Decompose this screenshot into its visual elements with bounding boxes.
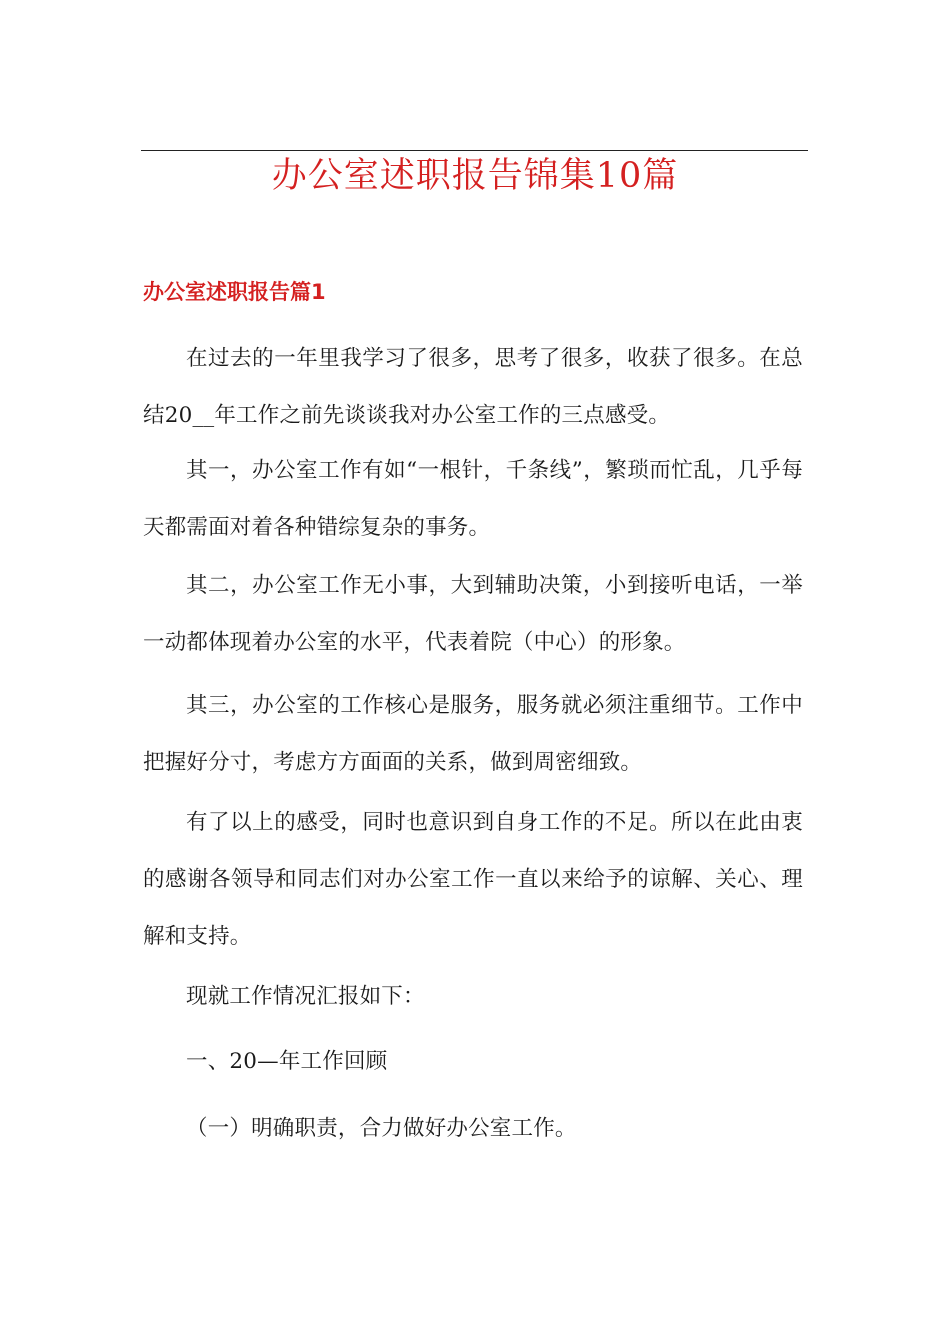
paragraph-1: 在过去的一年里我学习了很多，思考了很多，收获了很多。在总结20__年工作之前先谈谈我对办公室工作的三点感受。 [143,346,803,428]
paragraph-6: 现就工作情况汇报如下： [186,984,425,1009]
section-heading: 办公室述职报告篇1 [143,280,326,304]
paragraph-5: 有了以上的感受，同时也意识到自身工作的不足。所以在此由衷的感谢各领导和同志们对办公室工作一直以来给予的谅解、关心、理解和支持。 [143,810,803,949]
paragraph-7: 一、20—年工作回顾 [186,1049,388,1074]
paragraph-2: 其一，办公室工作有如“一根针，千条线”，繁琐而忙乱，几乎每天都需面对着各种错综复杂的事务。 [143,458,803,540]
paragraph-8: （一）明确职责，合力做好办公室工作。 [186,1116,577,1141]
paragraph-4: 其三，办公室的工作核心是服务，服务就必须注重细节。工作中把握好分寸，考虑方方面面的关系，做到周密细致。 [143,693,803,775]
document-title: 办公室述职报告锦集10篇 [271,156,679,196]
paragraph-3: 其二，办公室工作无小事，大到辅助决策，小到接听电话，一举一动都体现着办公室的水平，代表着院（中心）的形象。 [143,573,803,655]
